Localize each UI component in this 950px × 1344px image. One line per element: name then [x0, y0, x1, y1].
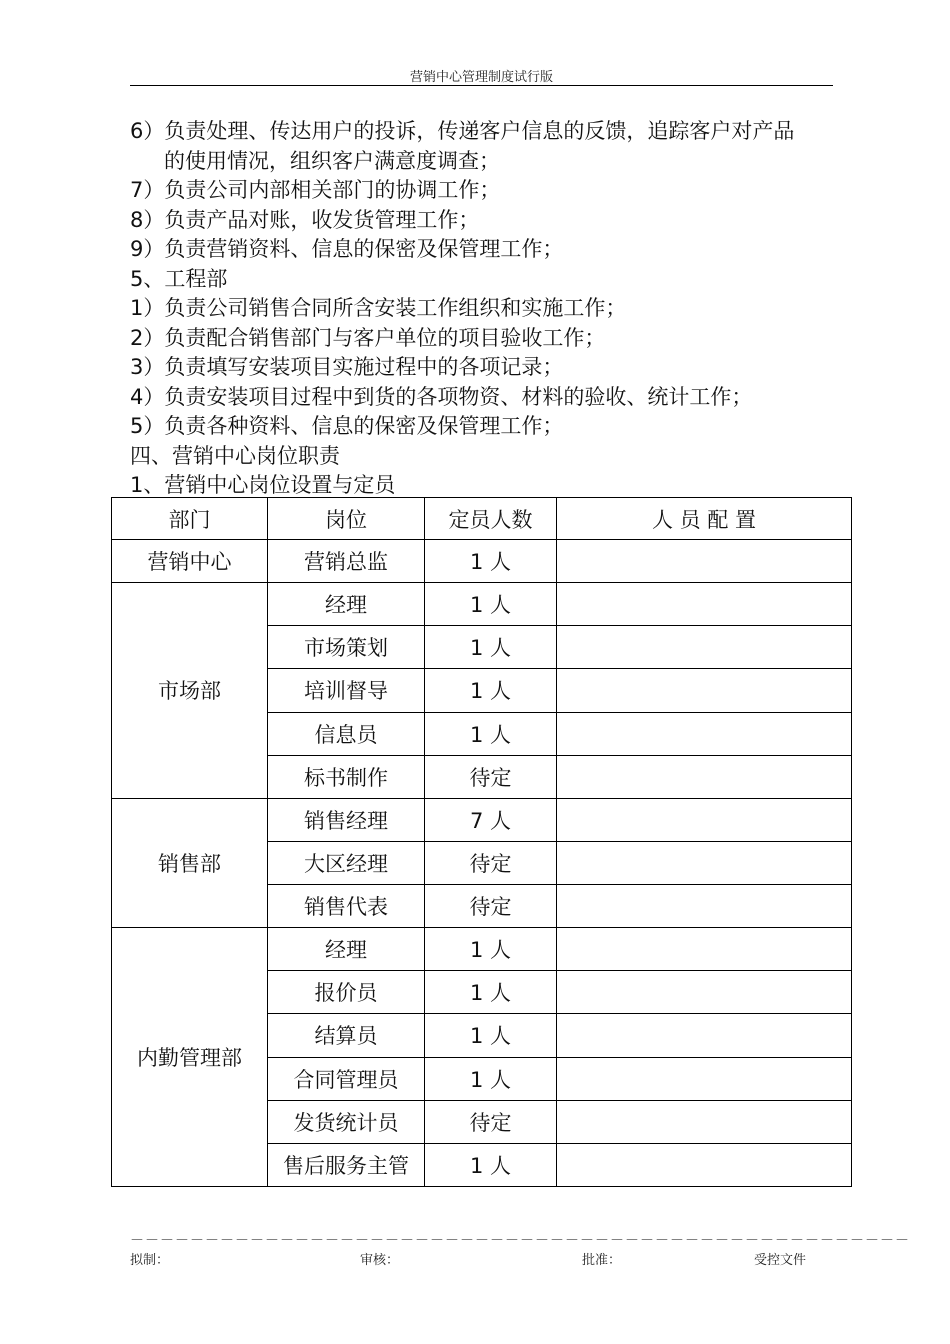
- post-cell: 报价员: [268, 971, 425, 1014]
- post-cell: 售后服务主管: [268, 1143, 425, 1186]
- count-cell: 1 人: [425, 1143, 557, 1186]
- staffing-table: [111, 497, 852, 1187]
- staff-cell: [557, 540, 852, 583]
- text-line: 5）负责各种资料、信息的保密及保管理工作；: [130, 414, 564, 438]
- post-cell: 结算员: [268, 1014, 425, 1057]
- header-staff: 人 员 配 置: [557, 498, 852, 540]
- table-row: [112, 583, 852, 626]
- post-cell: 市场策划: [268, 626, 425, 669]
- staff-cell: [557, 798, 852, 841]
- post-cell: 标书制作: [268, 755, 425, 798]
- text-line: 5、工程部: [130, 266, 228, 291]
- footer-draft-label: 拟制：: [130, 1253, 170, 1268]
- header-rule: [130, 85, 833, 86]
- count-cell: 1 人: [425, 540, 557, 583]
- count-cell: 1 人: [425, 626, 557, 669]
- body-text: [130, 117, 850, 501]
- footer-control-label: 受控文件: [754, 1253, 807, 1268]
- staff-cell: [557, 885, 852, 928]
- footer-review-label: 审核：: [360, 1253, 400, 1268]
- staff-cell: [557, 971, 852, 1014]
- text-line: 9）负责营销资料、信息的保密及保管理工作；: [130, 237, 564, 261]
- text-line: 1、营销中心岗位设置与定员: [130, 473, 396, 497]
- table-row: [112, 798, 852, 841]
- count-cell: 1 人: [425, 583, 557, 626]
- table-row: [112, 928, 852, 971]
- staff-cell: [557, 1143, 852, 1186]
- count-cell: 7 人: [425, 798, 557, 841]
- staff-cell: [557, 669, 852, 712]
- text-line: 3）负责填写安装项目实施过程中的各项记录；: [130, 355, 564, 379]
- text-line: 2）负责配合销售部门与客户单位的项目验收工作；: [130, 325, 606, 350]
- post-cell: 营销总监: [268, 540, 425, 583]
- post-cell: 经理: [268, 928, 425, 971]
- text-line: 4）负责安装项目过程中到货的各项物资、材料的验收、统计工作；: [130, 384, 753, 409]
- staff-cell: [557, 583, 852, 626]
- dept-cell: 市场部: [112, 583, 268, 799]
- header-count: 定员人数: [425, 498, 557, 540]
- staff-cell: [557, 1014, 852, 1057]
- staff-cell: [557, 755, 852, 798]
- post-cell: 经理: [268, 583, 425, 626]
- post-cell: 发货统计员: [268, 1100, 425, 1143]
- post-cell: 销售经理: [268, 798, 425, 841]
- count-cell: 1 人: [425, 669, 557, 712]
- count-cell: 1 人: [425, 928, 557, 971]
- post-cell: 大区经理: [268, 841, 425, 884]
- text-line: 7）负责公司内部相关部门的协调工作；: [130, 178, 501, 202]
- table-row: [112, 540, 852, 583]
- text-line: 1）负责公司销售合同所含安装工作组织和实施工作；: [130, 296, 627, 320]
- footer-approve-label: 批准：: [582, 1253, 622, 1268]
- post-cell: 合同管理员: [268, 1057, 425, 1100]
- footer-dashed-line: －－－－－－－－－－－－－－－－－－－－－－－－－－－－－－－－－－－－－－－－－－－－－－－－－－－－: [130, 1233, 910, 1249]
- dept-cell: 营销中心: [112, 540, 268, 583]
- text-line: 的使用情况，组织客户满意度调查；: [164, 148, 500, 173]
- count-cell: 待定: [425, 1100, 557, 1143]
- text-line: 四、营销中心岗位职责: [130, 443, 340, 468]
- staff-cell: [557, 928, 852, 971]
- post-cell: 信息员: [268, 712, 425, 755]
- staff-cell: [557, 712, 852, 755]
- count-cell: 待定: [425, 841, 557, 884]
- dept-cell: 销售部: [112, 798, 268, 927]
- count-cell: 1 人: [425, 971, 557, 1014]
- staff-cell: [557, 1057, 852, 1100]
- staff-cell: [557, 626, 852, 669]
- count-cell: 待定: [425, 885, 557, 928]
- count-cell: 1 人: [425, 712, 557, 755]
- header-post: 岗位: [268, 498, 425, 540]
- count-cell: 待定: [425, 755, 557, 798]
- page-header-title: 营销中心管理制度试行版: [409, 70, 553, 85]
- table-header-row: [112, 498, 852, 540]
- table-body: [112, 540, 852, 1187]
- staff-cell: [557, 841, 852, 884]
- dept-cell: 内勤管理部: [112, 928, 268, 1187]
- count-cell: 1 人: [425, 1057, 557, 1100]
- text-line: 6）负责处理、传达用户的投诉，传递客户信息的反馈，追踪客户对产品: [130, 119, 795, 143]
- staff-cell: [557, 1100, 852, 1143]
- post-cell: 培训督导: [268, 669, 425, 712]
- text-line: 8）负责产品对账，收发货管理工作；: [130, 207, 480, 232]
- header-dept: 部门: [112, 498, 268, 540]
- count-cell: 1 人: [425, 1014, 557, 1057]
- post-cell: 销售代表: [268, 885, 425, 928]
